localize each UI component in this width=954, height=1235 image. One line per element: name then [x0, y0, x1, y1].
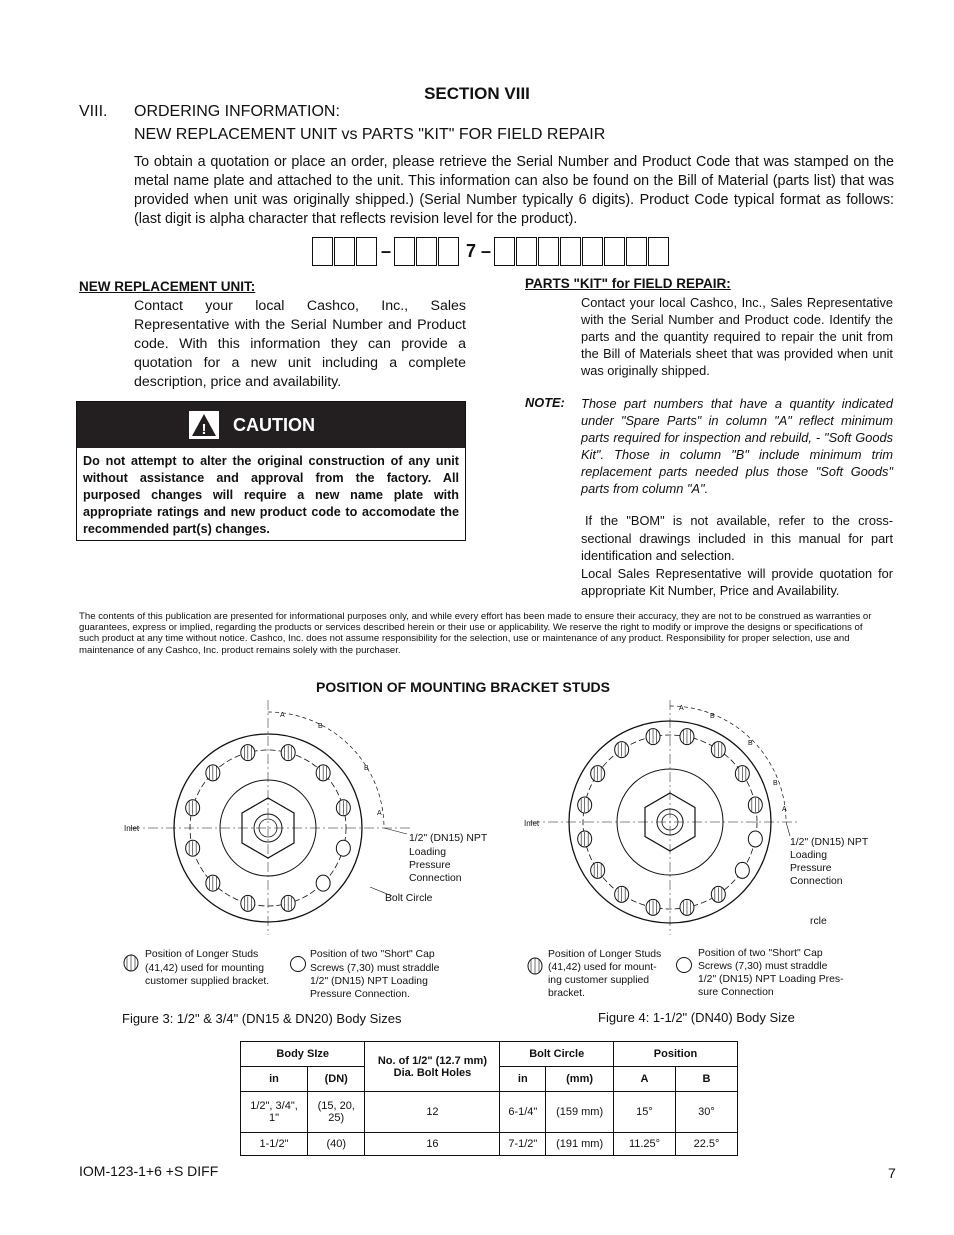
- fig4-bolt-circle-label: rcle: [810, 916, 827, 927]
- cell-bc-mm: (159 mm): [546, 1092, 614, 1133]
- section-number: VIII.: [79, 103, 108, 120]
- fig4-longer-1: Position of Longer Studs: [548, 949, 662, 960]
- cell-dn: (15, 20, 25): [308, 1092, 365, 1133]
- fig4-short-1: Position of two "Short" Cap: [698, 948, 823, 959]
- stud-position: [680, 899, 694, 915]
- th-a: A: [614, 1067, 676, 1092]
- caution-title: CAUTION: [233, 414, 315, 435]
- cell-b: 22.5°: [676, 1133, 738, 1156]
- warning-icon-glyph: !: [201, 421, 207, 438]
- parts-kit-body: Contact your local Cashco, Inc., Sales Representative with the Serial Number and Product code. Identify the parts and the quantity required to repair the unit from the Bill of Materials sheet that was provided when unit was originally shipped.: [581, 295, 893, 378]
- cell-holes: 16: [365, 1133, 500, 1156]
- fig3-short-3: 1/2" (DN15) NPT Loading: [310, 976, 428, 987]
- stud-position: [615, 886, 629, 902]
- stud-position: [336, 800, 350, 816]
- fig4-longer-4: bracket.: [548, 988, 585, 999]
- fig4-npt-2: Loading: [790, 850, 827, 861]
- fig3-longer-1: Position of Longer Studs: [145, 949, 259, 960]
- figure-3-drawing: [130, 700, 410, 935]
- th-dn: (DN): [308, 1067, 365, 1092]
- cell-bc-in: 6-1/4": [500, 1092, 546, 1133]
- fig3-longer-3: customer supplied bracket.: [145, 976, 270, 987]
- cell-a: 11.25°: [614, 1133, 676, 1156]
- stud-position: [281, 895, 295, 911]
- table-header-row: [241, 1042, 738, 1067]
- cell-in: 1/2", 3/4", 1": [241, 1092, 308, 1133]
- caution-text: Do not attempt to alter the original construction of any unit without assistance and approval from the factory. All purposed changes will require a new name plate with appropriate ratings and new product code to accomodate the recommended part(s) changes.: [83, 454, 459, 536]
- stud-position: [591, 766, 605, 782]
- cell-dn: (40): [308, 1133, 365, 1156]
- fig3-angle-a-2: A: [377, 810, 382, 817]
- parts-kit-heading: PARTS "KIT" for FIELD REPAIR:: [525, 276, 731, 291]
- stud-position: [241, 895, 255, 911]
- ordering-heading: ORDERING INFORMATION:: [134, 103, 340, 120]
- fig4-angle-b-3: B: [773, 780, 778, 787]
- ordering-subheading: NEW REPLACEMENT UNIT vs PARTS "KIT" FOR FIELD REPAIR: [134, 126, 606, 143]
- stud-position: [735, 766, 749, 782]
- fig4-angle-arc: [670, 706, 786, 822]
- stud-position: [281, 745, 295, 761]
- intro-paragraph: To obtain a quotation or place an order, please retrieve the Serial Number and Product Code that was stamped on the metal name plate and attached to the unit. This information can also be found on the Bill of Material (parts list) that was provided when unit was originally shipped.) (Serial Number typically 6 digits). Product Code typical format as follows: (last digit is alpha character that reflects revision level for the product).: [134, 154, 894, 227]
- stud-position: [206, 765, 220, 781]
- stud-position: [711, 886, 725, 902]
- stud-position: [186, 800, 200, 816]
- fig4-npt-4: Connection: [790, 876, 843, 887]
- cell-a: 15°: [614, 1092, 676, 1133]
- fig3-inlet-label: Inlet: [124, 824, 140, 833]
- code-dash: –: [481, 241, 492, 261]
- local-rep-text: Local Sales Representative will provide quotation for appropriate Kit Number, Price and Availability.: [581, 565, 893, 598]
- th-b: B: [676, 1067, 738, 1092]
- fig3-npt-3: Pressure: [409, 860, 451, 871]
- th-bolt-circle: Bolt Circle: [500, 1042, 614, 1067]
- table-row: [241, 1133, 738, 1156]
- fig4-short-2: Screws (7,30) must straddle: [698, 961, 828, 972]
- stud-position: [578, 797, 592, 813]
- short-screw-icon: [291, 957, 306, 972]
- th-body-size: Body SIze: [241, 1042, 365, 1067]
- table-row: [241, 1092, 738, 1133]
- section-title: SECTION VIII: [424, 84, 530, 103]
- fig3-angle-b-2: B: [364, 765, 369, 772]
- short-cap-screw-position: [336, 840, 350, 856]
- cell-in: 1-1/2": [241, 1133, 308, 1156]
- short-cap-screw-position: [316, 875, 330, 891]
- fig4-longer-3: ing customer supplied: [548, 975, 650, 986]
- th-position: Position: [614, 1042, 738, 1067]
- cell-bc-mm: (191 mm): [546, 1133, 614, 1156]
- stud-position: [591, 862, 605, 878]
- stud-position: [186, 840, 200, 856]
- stud-position: [711, 742, 725, 758]
- fig4-short-3: 1/2" (DN15) NPT Loading Pres-: [698, 974, 844, 985]
- stud-position: [748, 797, 762, 813]
- th-bc-mm: (mm): [546, 1067, 614, 1092]
- fig3-short-1: Position of two "Short" Cap: [310, 949, 435, 960]
- figure-4-drawing: [530, 700, 800, 935]
- short-cap-screw-position: [735, 862, 749, 878]
- note-text: Those part numbers that have a quantity indicated under "Spare Parts" in column "A" reflect minimum parts required for inspection and rebuild, - "Soft Goods Kit". Those in column "B" include minimum trim replacement parts needed plus those "Soft Goods" parts from column "A".: [581, 396, 893, 496]
- cell-bc-in: 7-1/2": [500, 1133, 546, 1156]
- fig3-caption: Figure 3: 1/2" & 3/4" (DN15 & DN20) Body Sizes: [122, 1011, 402, 1026]
- disclaimer: The contents of this publication are presented for informational purposes only, and while every effort has been made to ensure their accuracy, they are not to be construed as warranties or guarantees, express or implied, regarding the products or services described herein or their use or applicability. We reserve the right to modify or improve the designs or specifications of such product at any time without notice. Cashco, Inc. does not assume responsibility for the selection, use or maintenance of any product. Responsibility for proper selection, use and maintenance of any Cashco, Inc. product remains solely with the purchaser.: [79, 611, 872, 656]
- fig4-longer-2: (41,42) used for mount-: [548, 962, 657, 973]
- short-cap-screw-position: [748, 831, 762, 847]
- fig3-leader: [384, 828, 407, 834]
- stud-position: [680, 729, 694, 745]
- fig4-npt-3: Pressure: [790, 863, 832, 874]
- short-screw-icon: [677, 958, 692, 973]
- fig4-angle-b-2: B: [748, 740, 753, 747]
- stud-position: [615, 742, 629, 758]
- stud-position: [241, 745, 255, 761]
- page-number: 7: [888, 1165, 896, 1181]
- fig3-npt-2: Loading: [409, 847, 446, 858]
- fig3-angle-b-1: B: [318, 723, 323, 730]
- footer-doc-number: IOM-123-1+6 +S DIFF: [79, 1163, 219, 1179]
- mounting-title: POSITION OF MOUNTING BRACKET STUDS: [316, 679, 610, 695]
- stud-position: [206, 875, 220, 891]
- fig4-angle-a-1: A: [679, 705, 684, 712]
- code-seven: 7: [466, 241, 477, 261]
- fig3-bolt-circle-label: Bolt Circle: [385, 893, 433, 904]
- fig4-caption: Figure 4: 1-1/2" (DN40) Body Size: [598, 1010, 795, 1025]
- stud-position: [646, 729, 660, 745]
- cell-holes: 12: [365, 1092, 500, 1133]
- fig3-npt-1: 1/2" (DN15) NPT: [409, 833, 488, 844]
- fig4-angle-a-2: A: [782, 806, 787, 813]
- code-dash: –: [381, 241, 392, 261]
- bom-text: If the "BOM" is not available, refer to the cross-sectional drawings included in this manual for part identification and selection.: [581, 513, 893, 563]
- fig3-angle-a-1: A: [280, 712, 285, 719]
- stud-position: [646, 899, 660, 915]
- fig4-short-4: sure Connection: [698, 987, 774, 998]
- fig3-npt-4: Connection: [409, 873, 462, 884]
- new-unit-heading: NEW REPLACEMENT UNIT:: [79, 279, 256, 294]
- fig4-inlet-label: Inlet: [524, 819, 540, 828]
- bolt-spec-table: [240, 1041, 738, 1156]
- cell-b: 30°: [676, 1092, 738, 1133]
- fig4-angle-b-1: B: [710, 713, 715, 720]
- fig3-short-2: Screws (7,30) must straddle: [310, 963, 440, 974]
- note-label: NOTE:: [525, 395, 565, 410]
- stud-position: [578, 831, 592, 847]
- fig4-leader: [786, 822, 790, 836]
- fig3-longer-2: (41,42) used for mounting: [145, 963, 264, 974]
- th-bc-in: in: [500, 1067, 546, 1092]
- new-unit-body: Contact your local Cashco, Inc., Sales Representative with the Serial Number and Product code. With this information they can provide a quotation for a new unit including a complete description, price and availability.: [134, 298, 466, 390]
- th-in: in: [241, 1067, 308, 1092]
- fig3-short-4: Pressure Connection.: [310, 989, 410, 1000]
- th-bolt-holes: No. of 1/2" (12.7 mm) Dia. Bolt Holes: [365, 1042, 500, 1092]
- stud-position: [316, 765, 330, 781]
- fig4-npt-1: 1/2" (DN15) NPT: [790, 837, 869, 848]
